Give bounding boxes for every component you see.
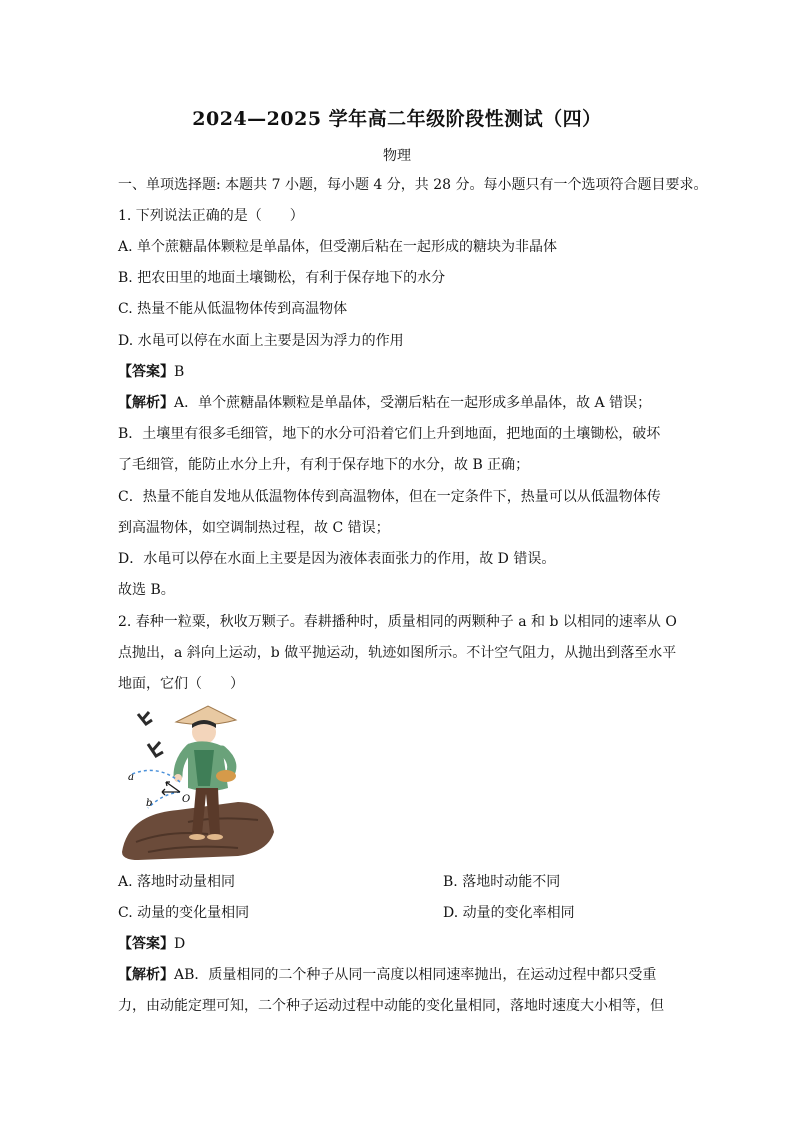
q1-option-b: B. 把农田里的地面土壤锄松，有利于保存地下的水分 xyxy=(118,270,446,286)
q2-stem-line-3: 地面，它们（ ） xyxy=(118,676,244,692)
q2-stem-line-1: 2. 春种一粒粟，秋收万颗子。春耕播种时，质量相同的两颗种子 a 和 b 以相同的速率从 O xyxy=(118,614,677,630)
q1-analysis-line-2: B．土壤里有很多毛细管，地下的水分可沿着它们上升到地面，把地面的土壤锄松，破坏 xyxy=(118,426,661,442)
q1-option-d: D. 水黾可以停在水面上主要是因为浮力的作用 xyxy=(118,333,404,349)
q2-stem-line-2: 点抛出，a 斜向上运动，b 做平抛运动，轨迹如图所示。不计空气阻力，从抛出到落至水平 xyxy=(118,645,677,661)
q1-answer xyxy=(118,362,184,382)
q2-analysis-line-1 xyxy=(118,965,656,985)
q1-stem: 1. 下列说法正确的是（ ） xyxy=(118,208,304,224)
q1-option-a: A. 单个蔗糖晶体颗粒是单晶体，但受潮后粘在一起形成的糖块为非晶体 xyxy=(118,239,558,255)
q1-answer-value: B xyxy=(174,364,185,380)
q2-option-a: A. 落地时动量相同 xyxy=(118,874,236,890)
q2-option-b: B. 落地时动能不同 xyxy=(443,874,561,890)
q2-analysis-text-1: AB．质量相同的二个种子从同一高度以相同速率抛出，在运动过程中都只受重 xyxy=(174,967,657,983)
q2-option-d: D. 动量的变化率相同 xyxy=(443,905,575,921)
bird-icon xyxy=(138,712,152,724)
farmer-sowing-illustration xyxy=(118,702,278,862)
q2-option-c: C. 动量的变化量相同 xyxy=(118,905,250,921)
q1-analysis-line-1 xyxy=(118,393,651,413)
q2-analysis-label: 【解析】 xyxy=(118,967,174,983)
figure-label-a: a xyxy=(128,772,134,783)
q1-analysis-line-6: D．水黾可以停在水面上主要是因为液体表面张力的作用，故 D 错误。 xyxy=(118,551,556,567)
figure-label-o: O xyxy=(182,794,191,805)
q1-analysis-line-5: 到高温物体，如空调制热过程，故 C 错误； xyxy=(118,520,390,536)
q1-analysis-line-4: C．热量不能自发地从低温物体传到高温物体，但在一定条件下，热量可以从低温物体传 xyxy=(118,489,661,505)
subject-label: 物理 xyxy=(383,148,411,164)
q2-answer-label: 【答案】 xyxy=(118,936,174,952)
arrow-a-icon xyxy=(166,782,180,792)
q1-option-c: C. 热量不能从低温物体传到高温物体 xyxy=(118,301,348,317)
q1-analysis-line-7: 故选 B。 xyxy=(118,582,175,598)
bird-icon xyxy=(148,742,163,756)
q2-analysis-line-2: 力，由动能定理可知，二个种子运动过程中动能的变化量相同，落地时速度大小相等，但 xyxy=(118,998,664,1014)
q1-analysis-text-1: A．单个蔗糖晶体颗粒是单晶体，受潮后粘在一起形成多单晶体，故 A 错误； xyxy=(174,395,652,411)
page-title: 2024—2025 学年高二年级阶段性测试（四） xyxy=(192,108,602,130)
q1-answer-label: 【答案】 xyxy=(118,364,174,380)
q1-analysis-label: 【解析】 xyxy=(118,395,174,411)
q2-answer-value: D xyxy=(174,936,186,952)
figure-label-b: b xyxy=(146,798,153,809)
q2-answer xyxy=(118,934,185,954)
trajectory-a xyxy=(132,770,180,782)
q1-analysis-line-3: 了毛细管，能防止水分上升，有利于保存地下的水分，故 B 正确； xyxy=(118,457,530,473)
section-heading: 一、单项选择题: 本题共 7 小题，每小题 4 分，共 28 分。每小题只有一个选项符合题目要求。 xyxy=(118,177,708,193)
